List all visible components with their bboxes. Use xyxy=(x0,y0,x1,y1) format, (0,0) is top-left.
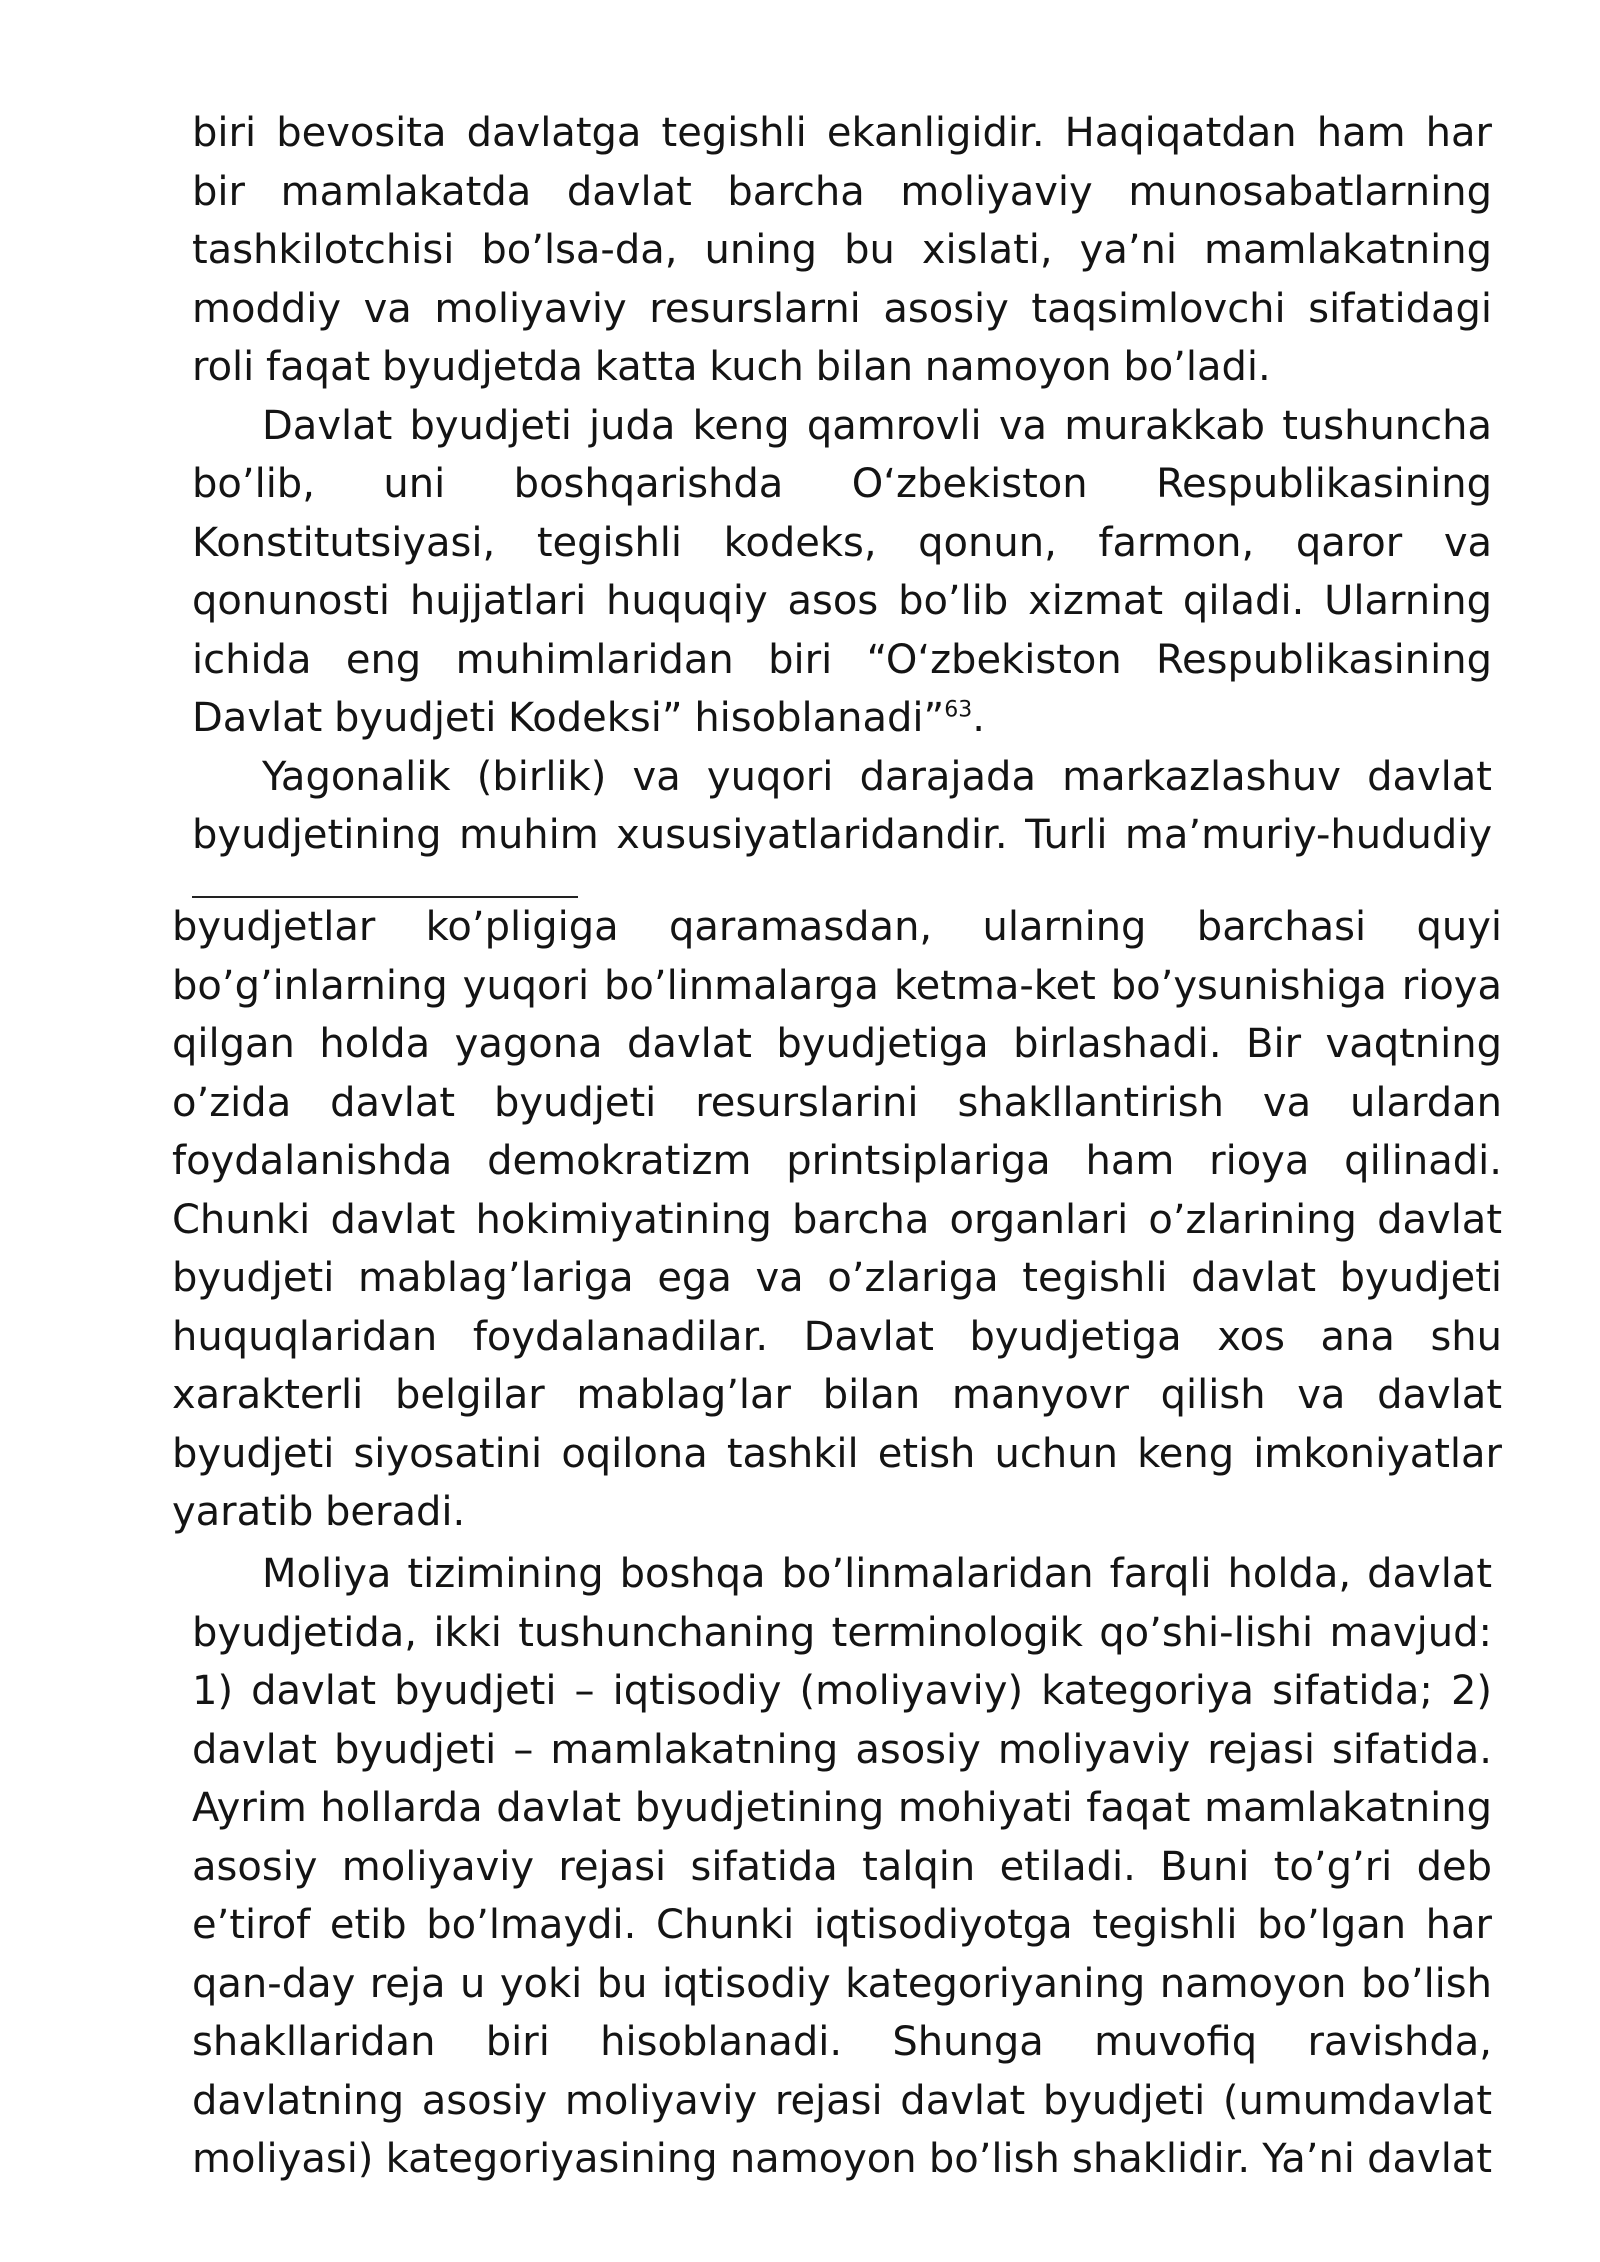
text-line: ichida eng muhimlaridan biri “O‘zbekiston Respublikasining xyxy=(192,636,1492,683)
text-line: biri bevosita davlatga tegishli ekanligidir. Haqiqatdan ham har xyxy=(192,110,1492,156)
text-line: bo’lib, uni boshqarishda O‘zbekiston Respublikasining xyxy=(192,461,1492,507)
text-line: Chunki davlat hokimiyatining barcha organlari o’zlarining davlat xyxy=(172,1196,1502,1243)
text-line: Davlat byudjeti Kodeksi” hisoblanadi” xyxy=(192,695,945,741)
text-line: shakllaridan biri hisoblanadi. Shunga muvofiq ravishda, xyxy=(192,2019,1492,2065)
text-line: byudjeti mablag’lariga ega va o’zlariga tegishli davlat byudjeti xyxy=(172,1255,1502,1301)
text-line: byudjetida, ikki tushunchaning terminologik qo’shi-lishi mavjud: xyxy=(192,1609,1492,1656)
text-block-upper xyxy=(192,104,1492,865)
text-line: Konstitutsiyasi, tegishli kodeks, qonun, farmon, qaror va xyxy=(192,519,1492,566)
text-line: byudjetlar ko’pligiga qaramasdan, ularning barchasi quyi xyxy=(172,904,1502,950)
text-line: huquqlaridan foydalanadilar. Davlat byudjetiga xos ana shu xyxy=(172,1313,1502,1360)
text-line: Davlat byudjeti juda keng qamrovli va murakkab tushuncha xyxy=(262,402,1492,449)
text-line: tashkilotchisi bo’lsa-da, uning bu xislati, ya’ni mamlakatning xyxy=(192,227,1492,273)
text-line: asosiy moliyaviy rejasi sifatida talqin etiladi. Buni to’g’ri deb xyxy=(192,1843,1492,1890)
text-line: foydalanishda demokratizm printsiplariga ham rioya qilinadi. xyxy=(172,1138,1502,1184)
text-line: o’zida davlat byudjeti resurslarini shakllantirish va ulardan xyxy=(172,1079,1502,1126)
text-line: Moliya tizimining boshqa bo’linmalaridan farqli holda, davlat xyxy=(262,1551,1492,1597)
text-line: Yagonalik (birlik) va yuqori darajada markazlashuv davlat xyxy=(262,753,1492,800)
text-line: Ayrim hollarda davlat byudjetining mohiyati faqat mamlakatning xyxy=(192,1785,1492,1831)
text-block-lower xyxy=(192,1545,1492,2189)
text-line: yaratib beradi. xyxy=(172,1489,466,1535)
text-line: davlatning asosiy moliyaviy rejasi davlat byudjeti (umumdavlat xyxy=(192,2077,1492,2124)
text-line: moliyasi) kategoriyasining namoyon bo’lish shaklidir. Ya’ni davlat xyxy=(192,2136,1492,2182)
text-line: davlat byudjeti – mamlakatning asosiy moliyaviy rejasi sifatida. xyxy=(192,1726,1492,1773)
text-line: qan-day reja u yoki bu iqtisodiy kategoriyaning namoyon bo’lish xyxy=(192,1960,1492,2007)
text-line: qilgan holda yagona davlat byudjetiga birlashadi. Bir vaqtning xyxy=(172,1021,1502,1067)
text-line: byudjetining muhim xususiyatlaridandir. Turli ma’muriy-hududiy xyxy=(192,812,1492,858)
text-line: e’tirof etib bo’lmaydi. Chunki iqtisodiyotga tegishli bo’lgan har xyxy=(192,1902,1492,1948)
text-line: byudjeti siyosatini oqilona tashkil etish uchun keng imkoniyatlar xyxy=(172,1430,1502,1477)
footnote-reference: 63 xyxy=(944,697,973,723)
text-line: bir mamlakatda davlat barcha moliyaviy munosabatlarning xyxy=(192,168,1492,215)
text-line: moddiy va moliyaviy resurslarni asosiy taqsimlovchi sifatidagi xyxy=(192,285,1492,332)
text-line: 1) davlat byudjeti – iqtisodiy (moliyaviy) kategoriya sifatida; 2) xyxy=(192,1668,1492,1714)
text-line: bo’g’inlarning yuqori bo’linmalarga ketma-ket bo’ysunishiga rioya xyxy=(172,962,1502,1009)
text-line-with-footnote xyxy=(192,689,1492,748)
text-block-middle xyxy=(172,898,1502,1542)
text-line: xarakterli belgilar mablag’lar bilan manyovr qilish va davlat xyxy=(172,1372,1502,1418)
footnote-tail: . xyxy=(972,695,985,741)
text-line: qonunosti hujjatlari huquqiy asos bo’lib xizmat qiladi. Ularning xyxy=(192,578,1492,624)
text-line: roli faqat byudjetda katta kuch bilan namoyon bo’ladi. xyxy=(192,344,1271,390)
